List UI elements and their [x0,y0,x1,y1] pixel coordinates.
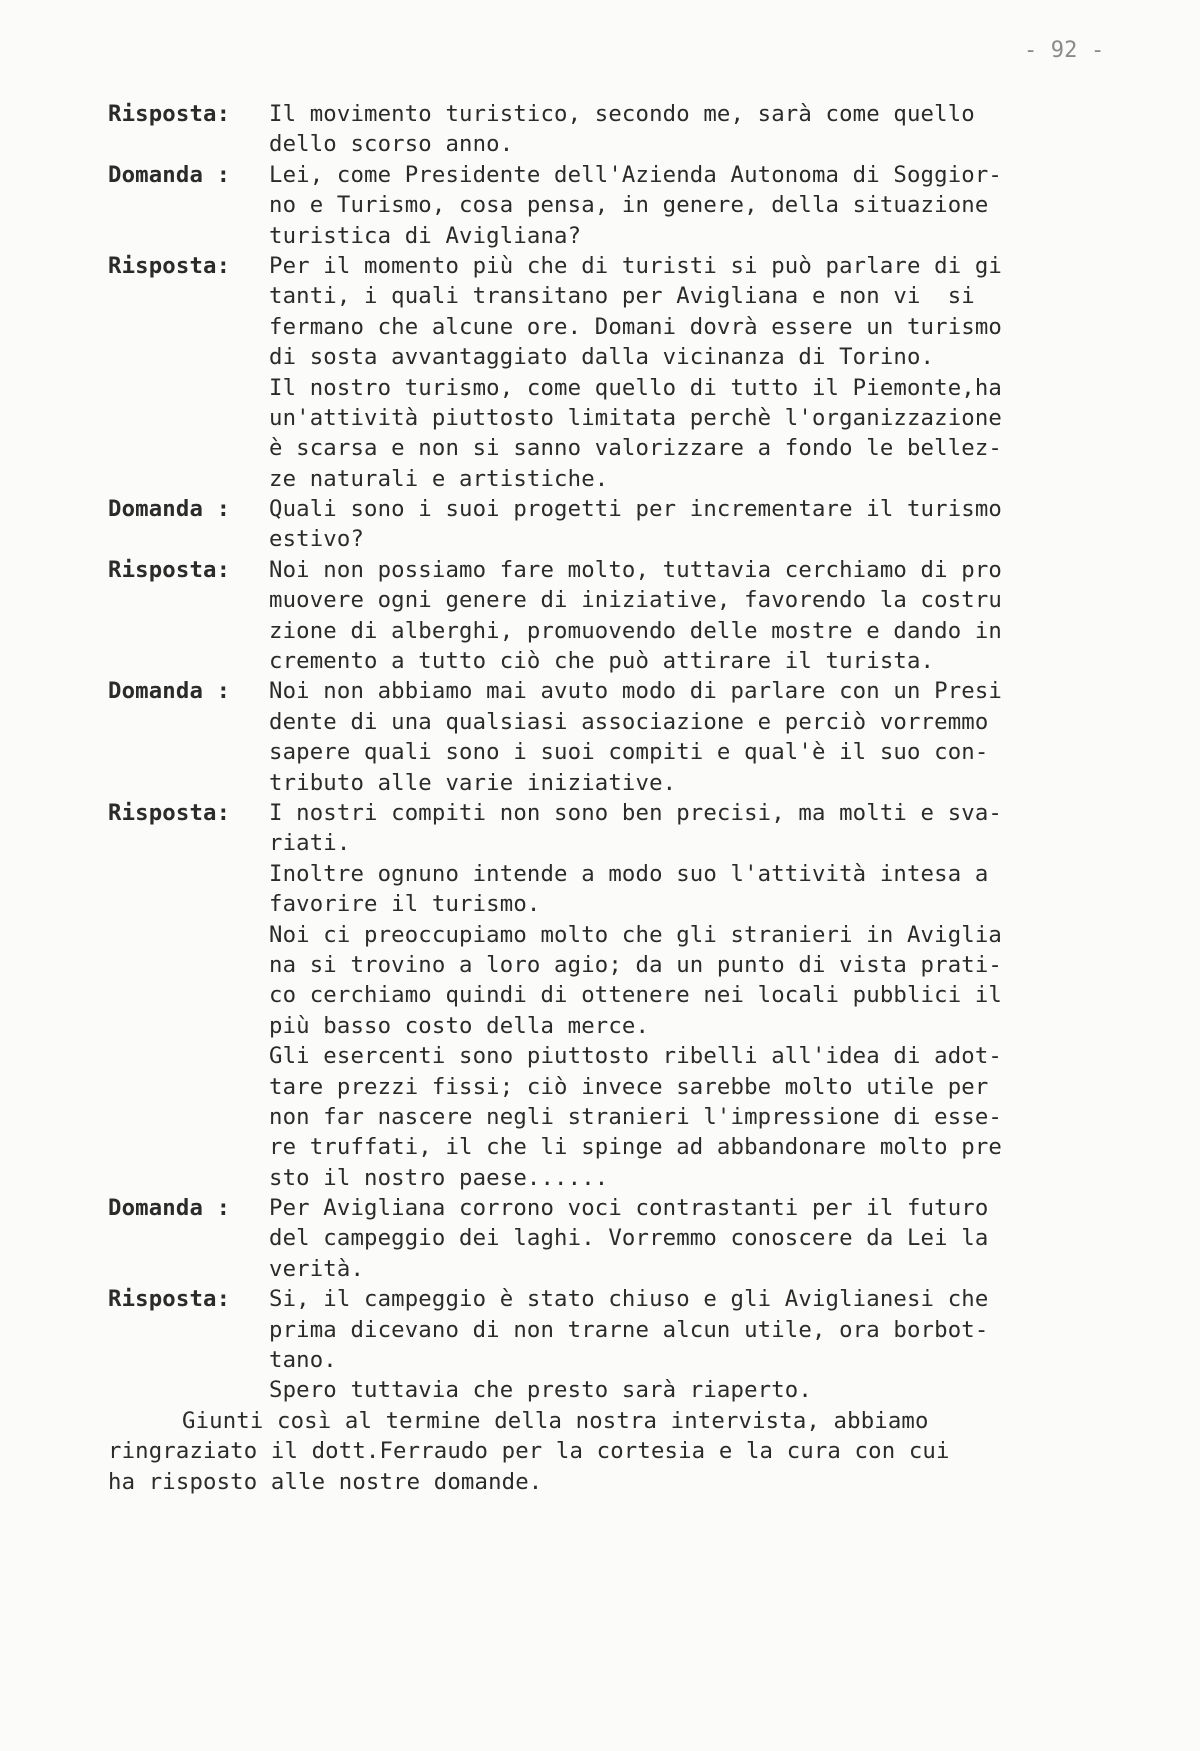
text-line [108,980,1138,1010]
text-line [108,1467,1138,1497]
text-line [108,1223,1138,1253]
text-line [108,676,1138,706]
text-line [108,585,1138,615]
text-line [108,889,1138,919]
line-text: tanti, i quali transitano per Avigliana e non vi si [269,283,975,310]
line-text: zione di alberghi, promuovendo delle mostre e dando in [269,617,1002,644]
text-line [108,950,1138,980]
text-line [108,342,1138,372]
line-text: co cerchiamo quindi di ottenere nei locali pubblici il [269,982,1002,1009]
line-text: Inoltre ognuno intende a modo suo l'attività intesa a [269,860,989,887]
line-text: cremento a tutto ciò che può attirare il turista. [269,648,935,675]
text-line [108,1375,1138,1405]
line-text: favorire il turismo. [269,891,541,918]
line-text: Il nostro turismo, come quello di tutto il Piemonte,ha [269,374,1002,401]
line-text: riati. [269,830,351,857]
text-line [108,859,1138,889]
line-text: un'attività piuttosto limitata perchè l'organizzazione [269,404,1002,431]
line-text: I nostri compiti non sono ben precisi, ma molti e sva- [269,799,1002,826]
line-text: ze naturali e artistiche. [269,465,609,492]
text-line [108,524,1138,554]
text-line [108,221,1138,251]
answer-label: Risposta: [108,1286,231,1313]
text-line [108,373,1138,403]
line-text: muovere ogni genere di iniziative, favorendo la costru [269,587,1002,614]
text-line [108,312,1138,342]
text-line [108,129,1138,159]
text-line [108,1436,1138,1466]
line-text: Noi ci preoccupiamo molto che gli stranieri in Aviglia [269,921,1002,948]
line-text: prima dicevano di non trarne alcun utile, ora borbot- [269,1316,989,1343]
text-line [108,1284,1138,1314]
text-line [108,464,1138,494]
question-label: Domanda : [108,496,231,523]
line-text: dello scorso anno. [269,131,514,158]
text-line [108,1041,1138,1071]
text-line [108,494,1138,524]
line-text: Gli esercenti sono piuttosto ribelli all'idea di adot- [269,1043,1002,1070]
text-line [108,1406,1138,1436]
line-text: Quali sono i suoi progetti per incrementare il turismo [269,496,1002,523]
line-text: re truffati, il che li spinge ad abbandonare molto pre [269,1134,1002,1161]
text-line [108,433,1138,463]
line-text: Si, il campeggio è stato chiuso e gli Aviglianesi che [269,1286,989,1313]
line-text: del campeggio dei laghi. Vorremmo conoscere da Lei la [269,1225,989,1252]
line-text: Noi non abbiamo mai avuto modo di parlare con un Presi [269,678,1002,705]
text-line [108,798,1138,828]
text-line [108,1345,1138,1375]
text-line [108,99,1138,129]
question-label: Domanda : [108,161,231,188]
answer-label: Risposta: [108,101,231,127]
line-text: estivo? [269,526,365,553]
line-text: no e Turismo, cosa pensa, in genere, della situazione [269,192,989,219]
line-text: Noi non possiamo fare molto, tuttavia cerchiamo di pro [269,556,1002,583]
text-line [108,768,1138,798]
line-text: Per Avigliana corrono voci contrastanti per il futuro [269,1195,989,1222]
line-text: tributo alle varie iniziative. [269,769,677,796]
text-line [108,1163,1138,1193]
text-line [108,1072,1138,1102]
answer-label: Risposta: [108,252,231,279]
text-line [108,737,1138,767]
line-text: turistica di Avigliana? [269,222,582,249]
line-text: Il movimento turistico, secondo me, sarà come quello [269,101,975,127]
closing-paragraph-first-line: Giunti così al termine della nostra intervista, abbiamo [182,1407,929,1434]
text-line [108,555,1138,585]
question-label: Domanda : [108,1195,231,1222]
interview-text [108,99,1138,1497]
line-text: na si trovino a loro agio; da un punto di vista prati- [269,951,1002,978]
answer-label: Risposta: [108,799,231,826]
line-text: più basso costo della merce. [269,1012,650,1039]
text-line [108,281,1138,311]
question-label: Domanda : [108,678,231,705]
line-text: Per il momento più che di turisti si può parlare di gi [269,252,1002,279]
closing-paragraph-line: ha risposto alle nostre domande. [108,1468,543,1495]
text-line [108,1315,1138,1345]
text-line [108,1011,1138,1041]
line-text: verità. [269,1255,365,1282]
line-text: è scarsa e non si sanno valorizzare a fondo le bellez- [269,435,1002,462]
line-text: tano. [269,1347,337,1374]
answer-label: Risposta: [108,556,231,583]
text-line [108,251,1138,281]
text-line [108,646,1138,676]
text-line [108,403,1138,433]
text-line [108,1193,1138,1223]
text-line [108,828,1138,858]
line-text: di sosta avvantaggiato dalla vicinanza di Torino. [269,344,935,371]
text-line [108,160,1138,190]
line-text: dente di una qualsiasi associazione e perciò vorremmo [269,708,989,735]
closing-paragraph-line: ringraziato il dott.Ferraudo per la cortesia e la cura con cui [108,1438,950,1465]
line-text: sto il nostro paese...... [269,1164,609,1191]
text-line [108,1254,1138,1284]
text-line [108,707,1138,737]
line-text: tare prezzi fissi; ciò invece sarebbe molto utile per [269,1073,989,1100]
page-number: - 92 - [1024,38,1105,63]
text-line [108,616,1138,646]
line-text: fermano che alcune ore. Domani dovrà essere un turismo [269,313,1002,340]
text-line [108,920,1138,950]
text-line [108,1132,1138,1162]
line-text: sapere quali sono i suoi compiti e qual'è il suo con- [269,739,989,766]
line-text: Spero tuttavia che presto sarà riaperto. [269,1377,812,1404]
text-line [108,1102,1138,1132]
text-line [108,190,1138,220]
line-text: non far nascere negli stranieri l'impressione di esse- [269,1103,1002,1130]
line-text: Lei, come Presidente dell'Azienda Autonoma di Soggior- [269,161,1002,188]
